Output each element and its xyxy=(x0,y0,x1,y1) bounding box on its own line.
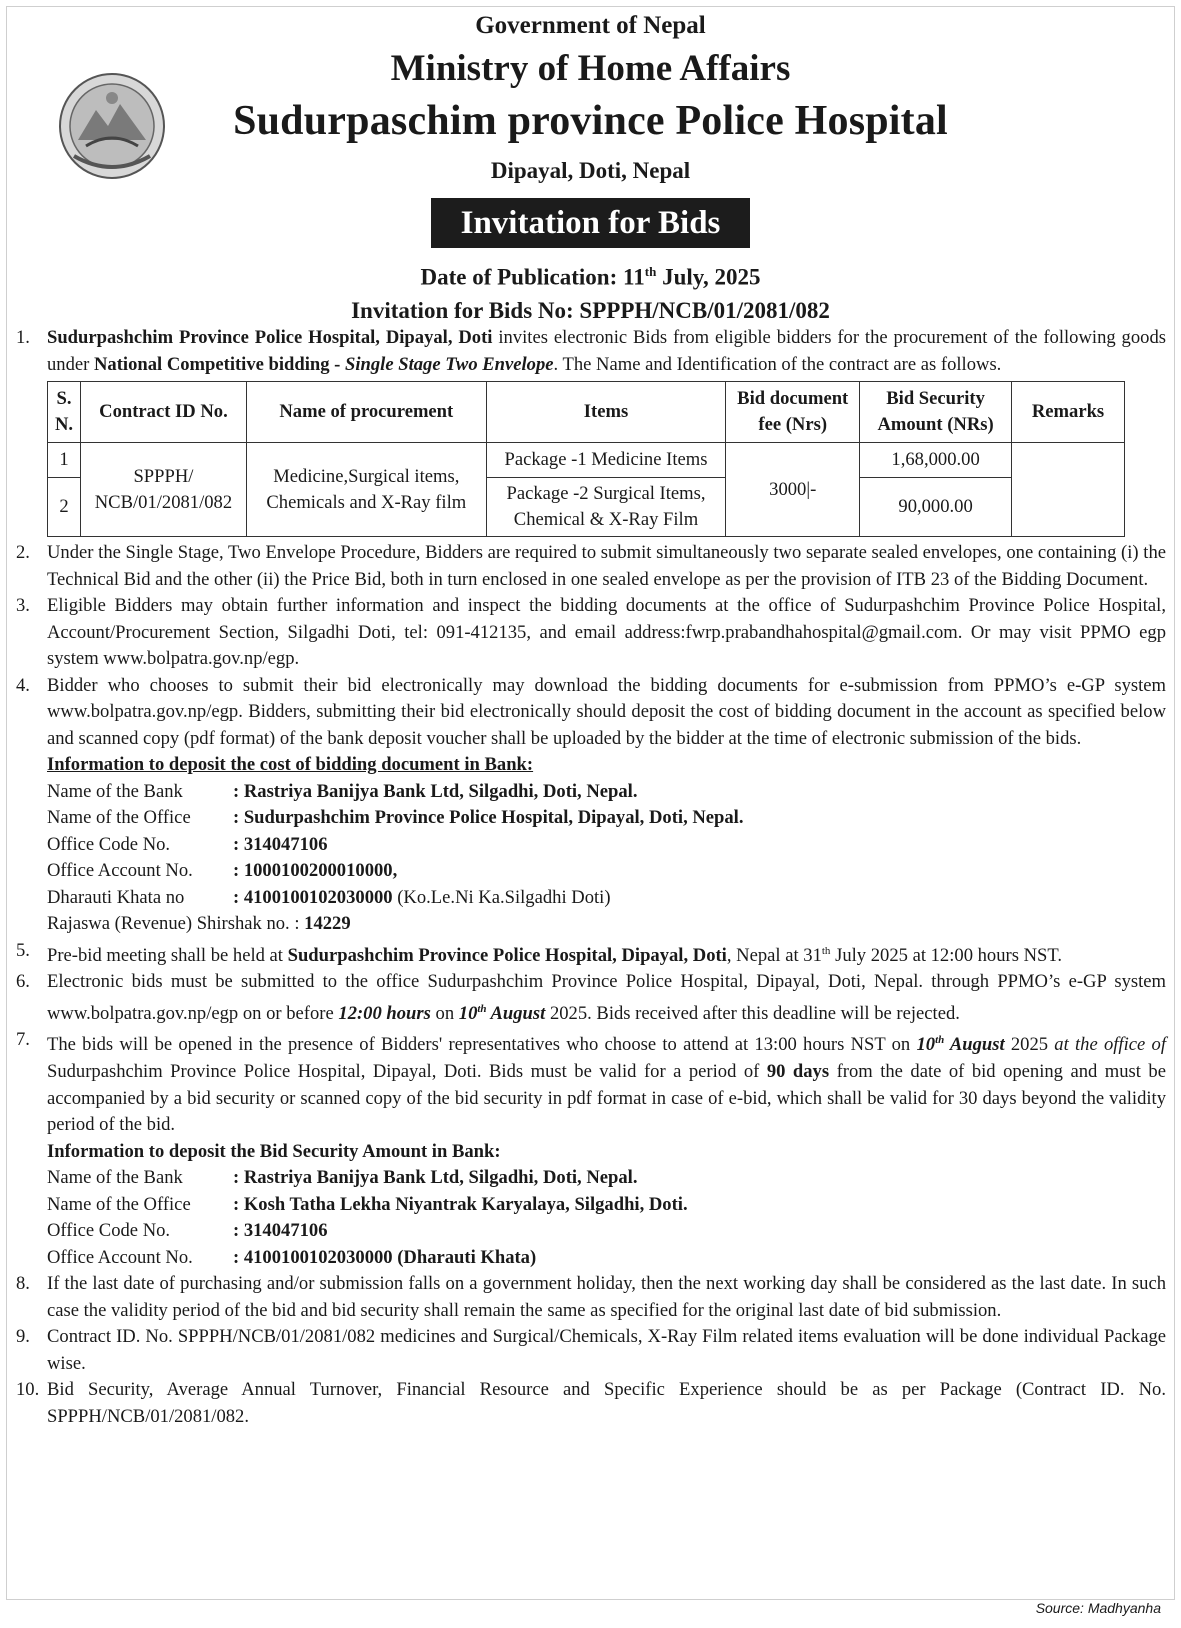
contract-table xyxy=(47,381,1125,537)
items-cell: Package -1 Medicine Items xyxy=(486,443,726,478)
notice-header xyxy=(0,8,1181,328)
deposit-security-code: Office Code No. : 314047106 xyxy=(47,1220,328,1242)
table-row xyxy=(48,443,1125,478)
deposit-doc-code: Office Code No. : 314047106 xyxy=(47,833,328,855)
hospital-title: Sudurpaschim province Police Hospital xyxy=(233,98,948,144)
clause-3: 3. Eligible Bidders may obtain further information and inspect the bidding documents at the office of Sudurpashchim Province Police Hospital, Account/Procurement Section, Silgadhi Doti, tel: 091-412135, and email address:fwrp.prabandhahospital@gmail.com. Or may visit PPMO egp system www.bolpatra.gov.np/egp. xyxy=(16,595,1166,669)
hospital-address: Dipayal, Doti, Nepal xyxy=(490,158,691,183)
deposit-security-heading: Information to deposit the Bid Security Amount in Bank: xyxy=(47,1140,501,1162)
government-title: Government of Nepal xyxy=(475,12,706,39)
fee-cell: 3000|- xyxy=(726,443,860,537)
table-header-row xyxy=(48,382,1125,443)
deposit-doc-dharauti: Dharauti Khata no : 4100100102030000 (Ko.Le.Ni Ka.Silgadhi Doti) xyxy=(47,886,611,908)
col-bid-security: Bid Security Amount (NRs) xyxy=(860,382,1012,443)
deposit-security-office: Name of the Office : Kosh Tatha Lekha Niyantrak Karyalaya, Silgadhi, Doti. xyxy=(47,1193,688,1215)
deposit-doc-info xyxy=(16,752,1166,938)
procurement-cell: Medicine,Surgical items, Chemicals and X-Ray film xyxy=(246,443,486,537)
col-sn: S. N. xyxy=(48,382,81,443)
deposit-doc-bank: Name of the Bank : Rastriya Banijya Bank Ltd, Silgadhi, Doti, Nepal. xyxy=(47,780,638,802)
clause-9: 9. Contract ID. No. SPPPH/NCB/01/2081/082 medicines and Surgical/Chemicals, X-Ray Film related items evaluation will be done individual Package wise. xyxy=(16,1326,1166,1374)
deposit-security-info xyxy=(16,1139,1166,1272)
notice-title-banner: Invitation for Bids xyxy=(431,198,751,248)
deposit-security-account: Office Account No. : 4100100102030000 (Dharauti Khata) xyxy=(47,1246,537,1268)
ministry-title: Ministry of Home Affairs xyxy=(390,48,791,89)
deposit-doc-account: Office Account No. : 1000100200010000, xyxy=(47,860,398,881)
clause-8: 8. If the last date of purchasing and/or submission falls on a government holiday, then the next working day shall be considered as the last date. In such case the validity period of the bid and bid security shall remain the same as specified for the original last date of bid submission. xyxy=(16,1273,1166,1321)
clause-2: 2. Under the Single Stage, Two Envelope Procedure, Bidders are required to submit simultaneously two separate sealed envelopes, one containing (i) the Technical Bid and the other (ii) the Price Bid, both in turn enclosed in one sealed envelope as per the provision of ITB 23 of the Bidding Document. xyxy=(16,542,1166,590)
source-credit: Source: Madhyanha xyxy=(1035,1600,1161,1616)
notice-body xyxy=(16,325,1166,1430)
contract-id-cell: SPPPH/ NCB/01/2081/082 xyxy=(80,443,246,537)
clause-7: 7. The bids will be opened in the presence of Bidders' representatives who choose to attend at 13:00 hours NST on 10th August 2025 at the office of Sudurpashchim Province Police Hospital, Dipayal, Doti. Bids must be valid for a period of 90 days from the date of bid opening and must be accompanied by a bid security or scanned copy of the bid security in pdf format in case of e-bid, which shall be valid for 30 days beyond the validity period of the bid. xyxy=(16,1029,1166,1136)
deposit-doc-office: Name of the Office : Sudurpashchim Province Police Hospital, Dipayal, Doti, Nepal. xyxy=(47,807,744,828)
clause-5: 5. Pre-bid meeting shall be held at Sudurpashchim Province Police Hospital, Dipayal, Doti, Nepal at 31th July 2025 at 12:00 hours NST. xyxy=(16,939,1062,966)
col-doc-fee: Bid document fee (Nrs) xyxy=(726,382,860,443)
clause-1: 1. Sudurpashchim Province Police Hospital, Dipayal, Doti invites electronic Bids from eligible bidders for the procurement of the following goods under National Competitive bidding - Single Stage Two Envelope. The Name and Identification of the contract are as follows. xyxy=(16,327,1166,375)
deposit-doc-rajaswa: Rajaswa (Revenue) Shirshak no. : 14229 xyxy=(47,913,351,934)
col-procurement: Name of procurement xyxy=(246,382,486,443)
deposit-security-bank: Name of the Bank : Rastriya Banijya Bank Ltd, Silgadhi, Doti, Nepal. xyxy=(47,1167,638,1189)
ifb-number: Invitation for Bids No: SPPPH/NCB/01/2081/082 xyxy=(351,297,830,323)
clause-10: 10. Bid Security, Average Annual Turnover, Financial Resource and Specific Experience should be as per Package (Contract ID. No. SPPPH/NCB/01/2081/082. xyxy=(16,1379,1166,1427)
col-remarks: Remarks xyxy=(1012,382,1125,443)
deposit-doc-heading: Information to deposit the cost of bidding document in Bank: xyxy=(47,754,534,775)
remarks-cell xyxy=(1012,443,1125,537)
col-items: Items xyxy=(486,382,726,443)
col-contract-id: Contract ID No. xyxy=(80,382,246,443)
security-cell: 90,000.00 xyxy=(860,478,1012,537)
sn-cell: 1 xyxy=(48,443,81,478)
clause-6: 6. Electronic bids must be submitted to the office Sudurpashchim Province Police Hospital, Dipayal, Doti, Nepal. through PPMO’s e-GP system www.bolpatra.gov.np/egp on or before 12:00 hours on 10th August 2025. Bids received after this deadline will be rejected. xyxy=(16,971,1166,1024)
publication-date: Date of Publication: 11th July, 2025 xyxy=(420,264,761,290)
items-cell: Package -2 Surgical Items, Chemical & X-Ray Film xyxy=(486,478,726,537)
security-cell: 1,68,000.00 xyxy=(860,443,1012,478)
clause-4: 4. Bidder who chooses to submit their bid electronically may download the bidding documents for e-submission from PPMO’s e-GP system www.bolpatra.gov.np/egp. Bidders, submitting their bid electronically should deposit the cost of bidding document in the account as specified below and scanned copy (pdf format) of the bank deposit voucher shall be uploaded by the bidder at the time of electronic submission of the bids. xyxy=(16,674,1166,749)
sn-cell: 2 xyxy=(48,478,81,537)
